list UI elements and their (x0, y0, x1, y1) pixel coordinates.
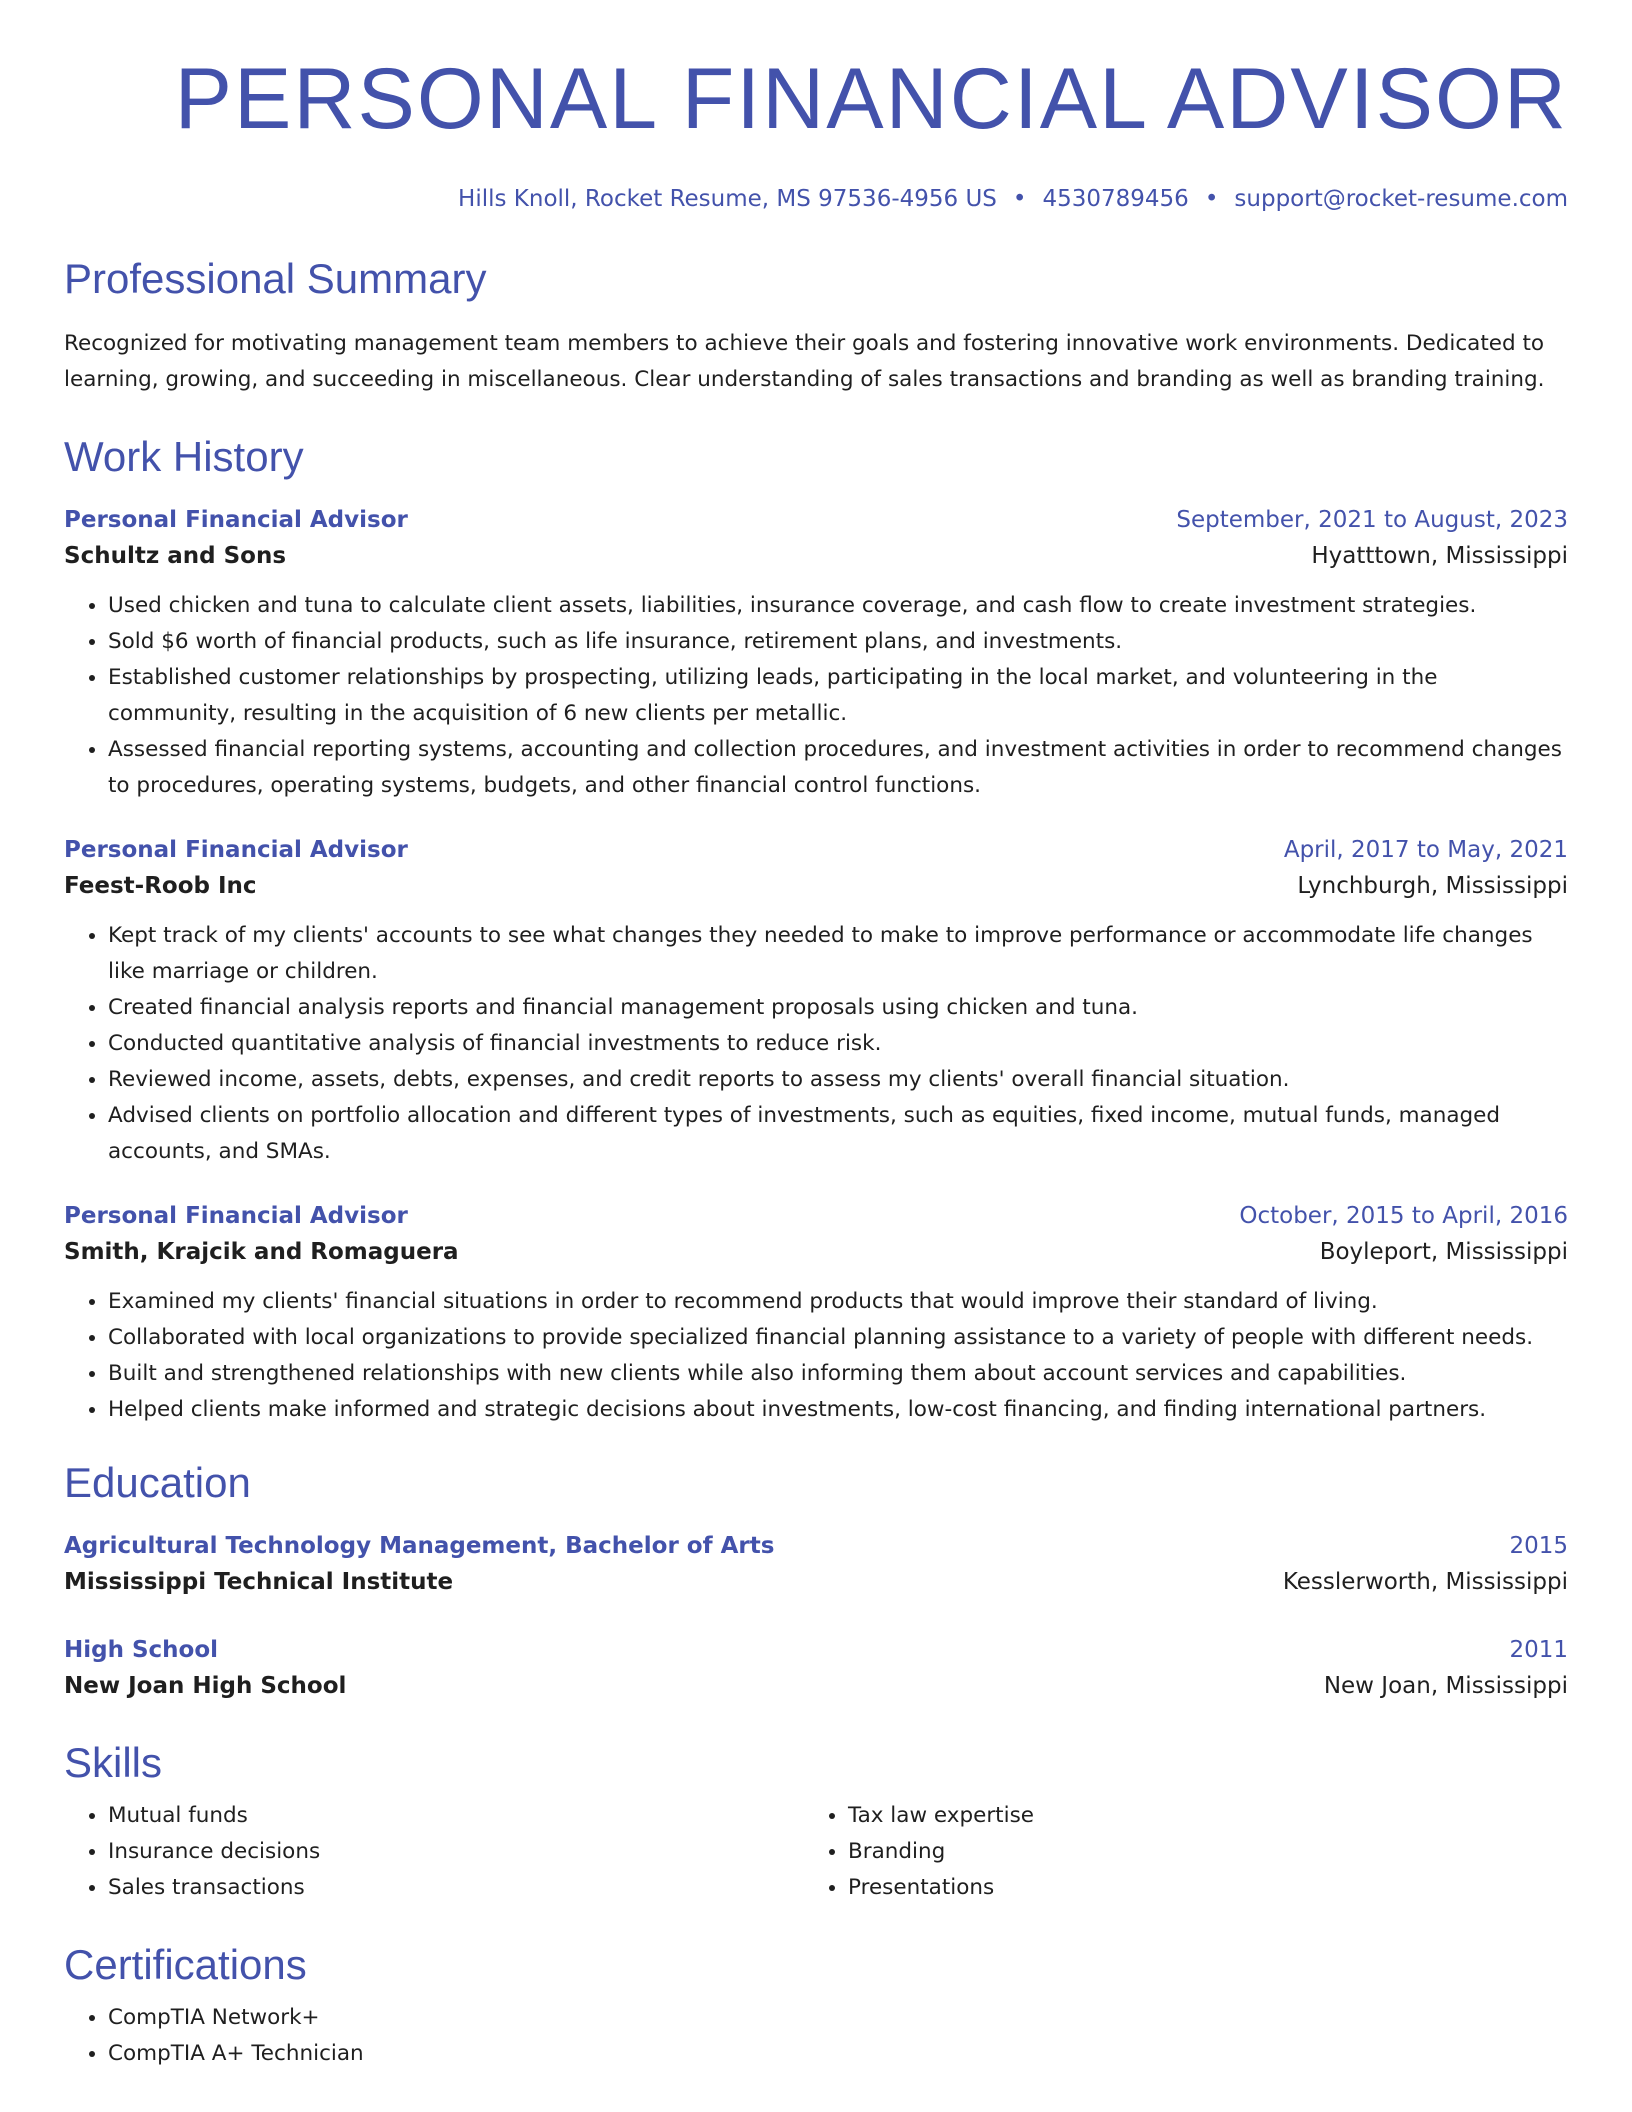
job-bullet: • Sold $6 worth of financial products, such as life insurance, retirement plans, and investments. (108, 624, 1568, 660)
education-header-row (64, 1632, 1568, 1668)
contact-separator: • (1204, 186, 1219, 212)
section-title-skills: Skills (64, 1739, 163, 1786)
education-entry (64, 1528, 1568, 1600)
job-dates: October, 2015 to April, 2016 (1239, 1203, 1568, 1229)
skill-item: • Sales transactions (108, 1870, 804, 1906)
skill-item: • Branding (848, 1834, 1544, 1870)
job-bullet: • Assessed financial reporting systems, accounting and collection procedures, and investment activities in order to recommend changes to procedures, operating systems, budgets, and other financial control functions. (108, 732, 1568, 804)
education-location: Kesslerworth, Mississippi (1282, 1569, 1568, 1595)
job-bullets (64, 588, 1568, 804)
job-bullets (64, 1284, 1568, 1428)
skills-grid (64, 1798, 1568, 1906)
certifications-list (64, 2000, 1568, 2072)
resume-header (64, 0, 1568, 212)
job-bullet: • Collaborated with local organizations to provide specialized financial planning assistance to a variety of people with different needs. (108, 1320, 1568, 1356)
job-bullet: • Helped clients make informed and strategic decisions about investments, low-cost financing, and finding international partners. (108, 1392, 1568, 1428)
certification-item: • CompTIA A+ Technician (108, 2036, 1568, 2072)
summary-text: Recognized for motivating management team members to achieve their goals and fostering innovative work environments. Dedicated to learning, growing, and succeeding in miscellaneous. Clear understanding of sales transactions and branding as well as branding training. (64, 331, 1545, 392)
education-school-row (64, 1564, 1568, 1600)
job-header-row (64, 502, 1568, 538)
work-history-list (64, 502, 1568, 1428)
section-title-work-history: Work History (64, 433, 304, 480)
job-bullet: • Reviewed income, assets, debts, expenses, and credit reports to assess my clients' overall financial situation. (108, 1062, 1568, 1098)
job-bullet: • Created financial analysis reports and financial management proposals using chicken and tuna. (108, 990, 1568, 1026)
education-year: 2015 (1509, 1533, 1568, 1559)
job-role: Personal Financial Advisor (64, 1203, 408, 1229)
job-company-row (64, 538, 1568, 574)
education-year: 2011 (1509, 1637, 1568, 1663)
education-school: New Joan High School (64, 1673, 347, 1699)
job-location: Boyleport, Mississippi (1319, 1239, 1568, 1265)
job-entry (64, 502, 1568, 804)
contact-separator: • (1012, 186, 1027, 212)
page-title: PERSONAL FINANCIAL ADVISOR (174, 51, 1568, 147)
education-school-row (64, 1668, 1568, 1704)
job-role: Personal Financial Advisor (64, 507, 408, 533)
job-company-row (64, 1234, 1568, 1270)
education-degree: Agricultural Technology Management, Bachelor of Arts (64, 1533, 775, 1559)
job-company: Smith, Krajcik and Romaguera (64, 1239, 459, 1265)
certification-item: • CompTIA Network+ (108, 2000, 1568, 2036)
job-entry (64, 1198, 1568, 1428)
skills-column-right (804, 1798, 1544, 1906)
job-company: Feest-Roob Inc (64, 873, 257, 899)
education-list (64, 1528, 1568, 1704)
job-location: Hyatttown, Mississippi (1311, 543, 1568, 569)
skill-item: • Presentations (848, 1870, 1544, 1906)
section-title-education: Education (64, 1459, 251, 1506)
job-bullet: • Advised clients on portfolio allocation and different types of investments, such as equities, fixed income, mutual funds, managed accounts, and SMAs. (108, 1098, 1568, 1170)
job-header-row (64, 1198, 1568, 1234)
skill-item: • Tax law expertise (848, 1798, 1544, 1834)
skills-column-left (64, 1798, 804, 1906)
education-location: New Joan, Mississippi (1323, 1673, 1568, 1699)
education-header-row (64, 1528, 1568, 1564)
job-header-row (64, 832, 1568, 868)
job-bullet: • Built and strengthened relationships with new clients while also informing them about account services and capabilities. (108, 1356, 1568, 1392)
education-degree: High School (64, 1637, 219, 1663)
job-dates: September, 2021 to August, 2023 (1176, 507, 1568, 533)
job-bullet: • Established customer relationships by prospecting, utilizing leads, participating in the local market, and volunteering in the community, resulting in the acquisition of 6 new clients per metallic. (108, 660, 1568, 732)
job-bullet: • Conducted quantitative analysis of financial investments to reduce risk. (108, 1026, 1568, 1062)
section-title-summary: Professional Summary (64, 255, 487, 302)
job-bullet: • Examined my clients' financial situations in order to recommend products that would improve their standard of living. (108, 1284, 1568, 1320)
job-role: Personal Financial Advisor (64, 837, 408, 863)
job-bullet: • Kept track of my clients' accounts to see what changes they needed to make to improve performance or accommodate life changes like marriage or children. (108, 918, 1568, 990)
contact-address: Hills Knoll, Rocket Resume, MS 97536-4956 US (458, 186, 997, 212)
contact-email[interactable]: support@rocket-resume.com (1234, 186, 1568, 212)
skill-item: • Mutual funds (108, 1798, 804, 1834)
job-company: Schultz and Sons (64, 543, 287, 569)
contact-line (64, 186, 1568, 212)
job-dates: April, 2017 to May, 2021 (1283, 837, 1568, 863)
job-bullet: • Used chicken and tuna to calculate client assets, liabilities, insurance coverage, and cash flow to create investment strategies. (108, 588, 1568, 624)
contact-phone: 4530789456 (1042, 186, 1189, 212)
job-entry (64, 832, 1568, 1170)
skill-item: • Insurance decisions (108, 1834, 804, 1870)
section-title-certifications: Certifications (64, 1941, 307, 1988)
education-entry (64, 1632, 1568, 1704)
job-location: Lynchburgh, Mississippi (1297, 873, 1568, 899)
education-school: Mississippi Technical Institute (64, 1569, 454, 1595)
job-bullets (64, 918, 1568, 1170)
job-company-row (64, 868, 1568, 904)
